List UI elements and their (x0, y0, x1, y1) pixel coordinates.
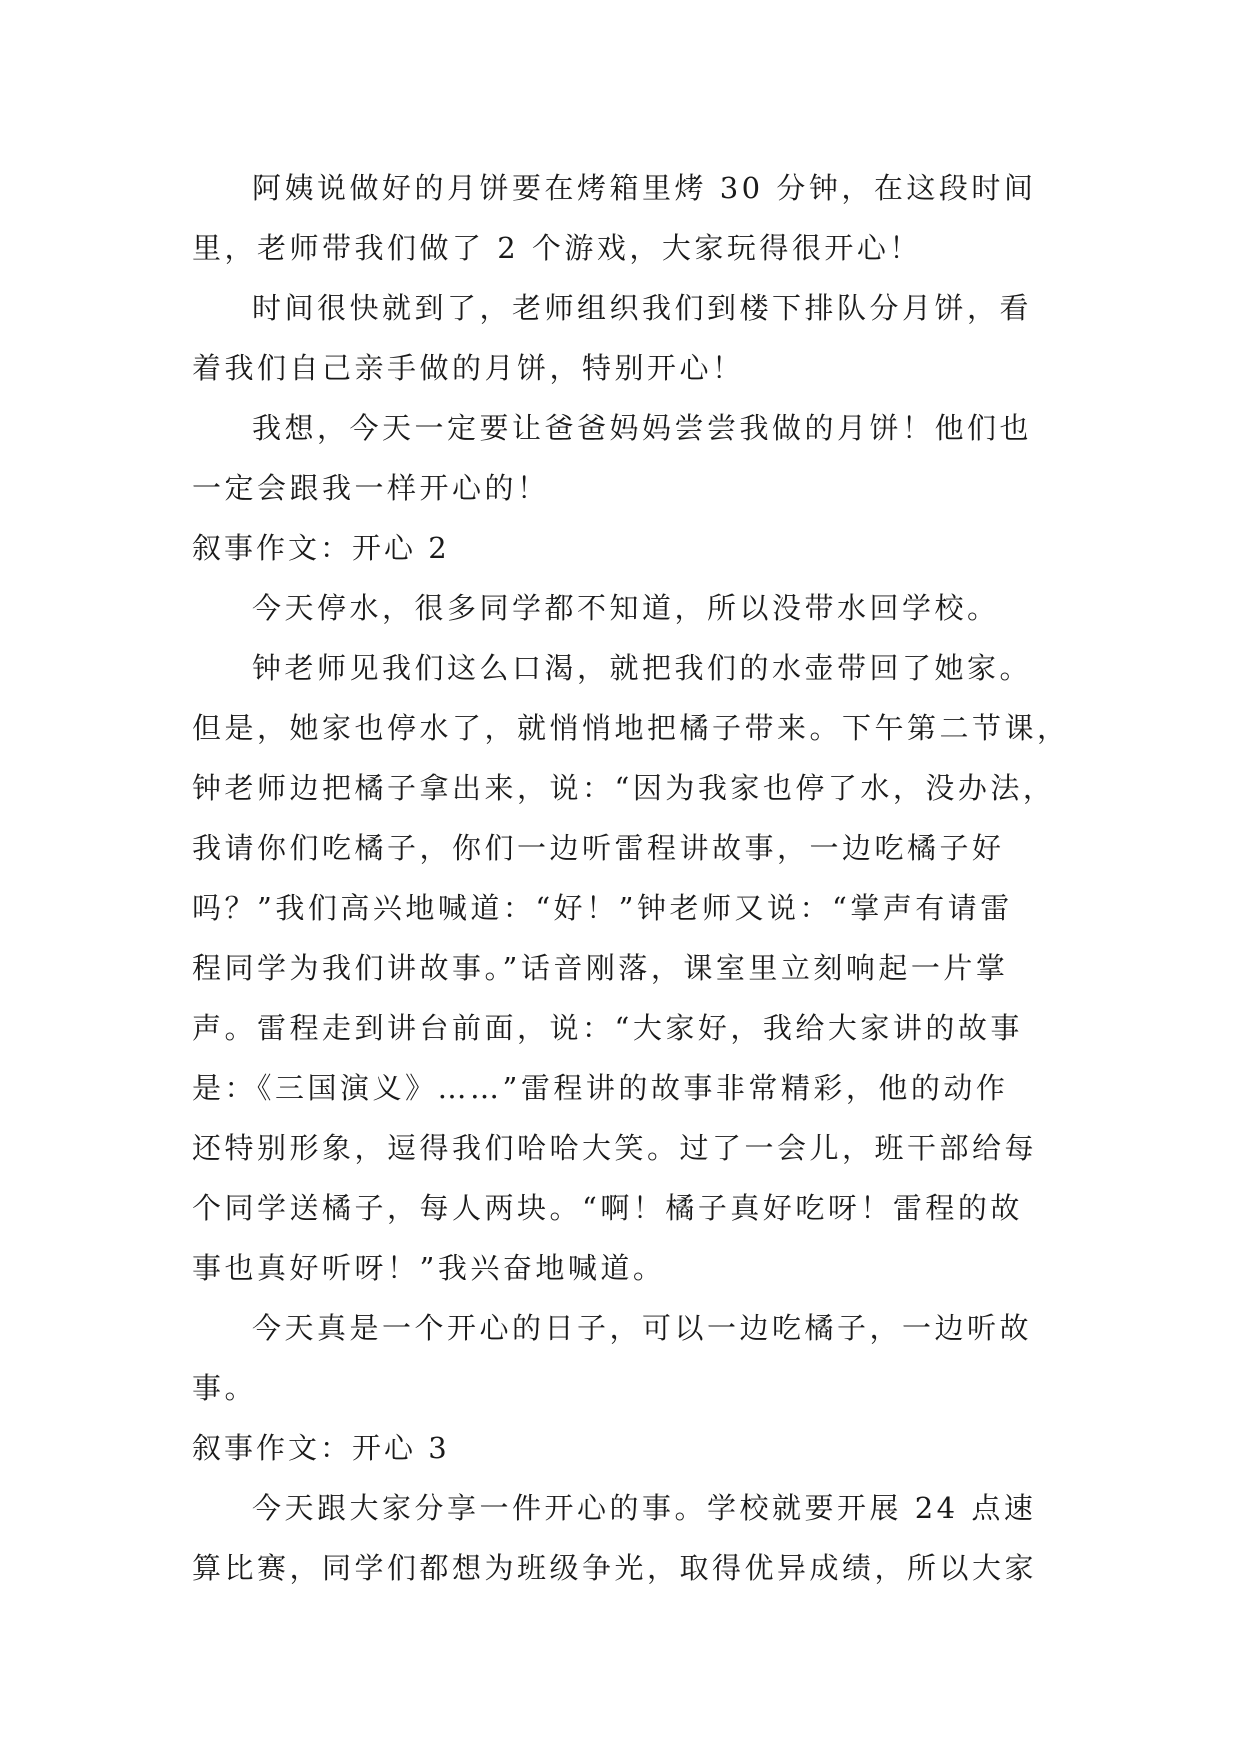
text-line: 事也真好听呀！”我兴奋地喊道。 (192, 1251, 666, 1285)
text-line: 今天停水，很多同学都不知道，所以没带水回学校。 (252, 591, 1000, 625)
text-line: 时间很快就到了，老师组织我们到楼下排队分月饼，看 (252, 291, 1033, 325)
text-line: 钟老师边把橘子拿出来，说：“因为我家也停了水，没办法， (192, 771, 1056, 805)
text-line: 里，老师带我们做了 2 个游戏，大家玩得很开心！ (192, 231, 922, 265)
text-line: 事。 (192, 1371, 258, 1405)
text-line: 算比赛，同学们都想为班级争光，取得优异成绩，所以大家 (192, 1551, 1038, 1585)
text-line: 声。雷程走到讲台前面，说：“大家好，我给大家讲的故事 (192, 1011, 1023, 1045)
section-heading: 叙事作文：开心 3 (192, 1431, 450, 1465)
text-line: 今天跟大家分享一件开心的事。学校就要开展 24 点速 (252, 1491, 1037, 1525)
text-line: 但是，她家也停水了，就悄悄地把橘子带来。下午第二节课， (192, 711, 1070, 745)
text-line: 我想，今天一定要让爸爸妈妈尝尝我做的月饼！他们也 (252, 411, 1033, 445)
document-body (192, 158, 1070, 1598)
text-line: 一定会跟我一样开心的！ (192, 471, 550, 505)
text-line: 是：《三国演义》……”雷程讲的故事非常精彩，他的动作 (192, 1071, 1009, 1105)
section-heading: 叙事作文：开心 2 (192, 531, 450, 565)
text-line: 吗？”我们高兴地喊道：“好！”钟老师又说：“掌声有请雷 (192, 891, 1013, 925)
text-line: 着我们自己亲手做的月饼，特别开心！ (192, 351, 745, 385)
text-line: 我请你们吃橘子，你们一边听雷程讲故事，一边吃橘子好 (192, 831, 1005, 865)
text-line: 个同学送橘子，每人两块。“啊！橘子真好吃呀！雷程的故 (192, 1191, 1023, 1225)
text-line: 今天真是一个开心的日子，可以一边吃橘子，一边听故 (252, 1311, 1033, 1345)
text-line: 阿姨说做好的月饼要在烤箱里烤 30 分钟，在这段时间 (252, 171, 1037, 205)
text-line: 还特别形象，逗得我们哈哈大笑。过了一会儿，班干部给每 (192, 1131, 1038, 1165)
text-line: 程同学为我们讲故事。”话音刚落，课室里立刻响起一片掌 (192, 951, 1009, 985)
text-line: 钟老师见我们这么口渴，就把我们的水壶带回了她家。 (252, 651, 1033, 685)
